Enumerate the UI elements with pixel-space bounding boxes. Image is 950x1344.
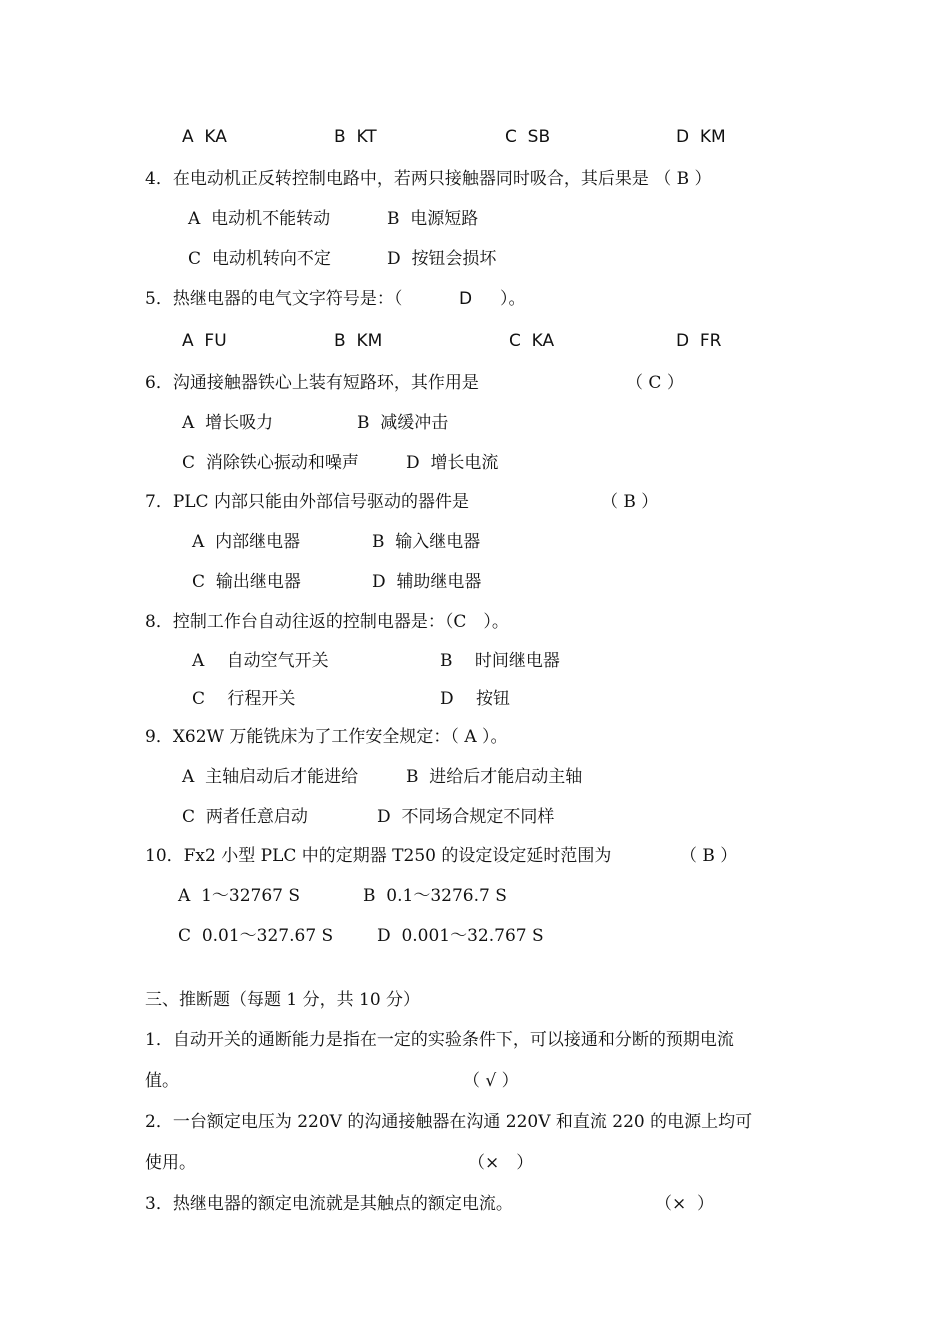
q7-option-c: C 输出继电器	[192, 572, 301, 592]
q10-option-d: D 0.001～32.767 S	[377, 926, 544, 946]
q10-option-c: C 0.01～327.67 S	[178, 926, 334, 946]
q3-option-a: A KA	[182, 127, 227, 147]
q4-option-a: A 电动机不能转动	[188, 209, 331, 229]
judge-2-line1: 2．一台额定电压为 220V 的沟通接触器在沟通 220V 和直流 220 的电源上均可	[145, 1112, 753, 1132]
q8-option-b: B 时间继电器	[440, 651, 560, 671]
q8-option-d: D 按钮	[440, 689, 511, 709]
q10-option-a: A 1～32767 S	[178, 886, 301, 906]
judge-1-answer: （ √ ）	[463, 1071, 519, 1091]
q8-stem: 8．控制工作台自动往返的控制电器是：（C ）。	[145, 612, 509, 632]
q4-option-c: C 电动机转向不定	[188, 249, 331, 269]
q7-stem: 7．PLC 内部只能由外部信号驱动的器件是	[145, 492, 469, 512]
q5-option-b: B KM	[334, 331, 383, 351]
q10-stem: 10．Fx2 小型 PLC 中的定期器 T250 的设定设定延时范围为	[145, 846, 612, 866]
judge-3-answer: （× ）	[655, 1194, 715, 1214]
q4-option-d: D 按钮会损坏	[387, 249, 497, 269]
q10-option-b: B 0.1～3276.7 S	[363, 886, 507, 906]
q9-option-d: D 不同场合规定不同样	[377, 807, 555, 827]
judge-1-line1: 1．自动开关的通断能力是指在一定的实验条件下，可以接通和分断的预期电流	[145, 1030, 734, 1050]
q8-option-a: A 自动空气开关	[192, 651, 329, 671]
q3-option-b: B KT	[334, 127, 377, 147]
judge-3-line1: 3．热继电器的额定电流就是其触点的额定电流。	[145, 1194, 513, 1214]
q6-answer: （ C ）	[626, 373, 684, 393]
section3-heading: 三、推断题（每题 1 分，共 10 分）	[145, 990, 421, 1010]
judge-2-answer: （× ）	[468, 1153, 534, 1173]
q6-stem: 6．沟通接触器铁心上装有短路环，其作用是	[145, 373, 479, 393]
q7-option-a: A 内部继电器	[192, 532, 301, 552]
q5-option-c: C KA	[509, 331, 555, 351]
q5-answer: D	[459, 289, 473, 309]
q5-stem-end: ）。	[500, 289, 526, 309]
q5-option-d: D FR	[676, 331, 722, 351]
q9-stem: 9．X62W 万能铣床为了工作安全规定：（ A ）。	[145, 727, 508, 747]
judge-2-line2: 使用。	[145, 1153, 196, 1173]
q10-answer: （ B ）	[680, 846, 738, 866]
judge-1-line2: 值。	[145, 1071, 179, 1091]
q3-option-c: C SB	[505, 127, 551, 147]
q9-option-a: A 主轴启动后才能进给	[182, 767, 359, 787]
q8-option-c: C 行程开关	[192, 689, 296, 709]
q7-answer: （ B ）	[601, 492, 659, 512]
q3-option-d: D KM	[676, 127, 726, 147]
q7-option-b: B 输入继电器	[372, 532, 481, 552]
q6-option-b: B 减缓冲击	[357, 413, 449, 433]
q9-option-c: C 两者任意启动	[182, 807, 308, 827]
q9-option-b: B 进给后才能启动主轴	[406, 767, 583, 787]
q5-option-a: A FU	[182, 331, 227, 351]
q6-option-c: C 消除铁心振动和噪声	[182, 453, 359, 473]
q4-stem: 4．在电动机正反转控制电路中，若两只接触器同时吸合，其后果是 （ B ）	[145, 169, 712, 189]
q6-option-d: D 增长电流	[406, 453, 499, 473]
q4-option-b: B 电源短路	[387, 209, 479, 229]
q5-stem: 5．热继电器的电气文字符号是：（	[145, 289, 403, 309]
q6-option-a: A 增长吸力	[182, 413, 274, 433]
q7-option-d: D 辅助继电器	[372, 572, 482, 592]
